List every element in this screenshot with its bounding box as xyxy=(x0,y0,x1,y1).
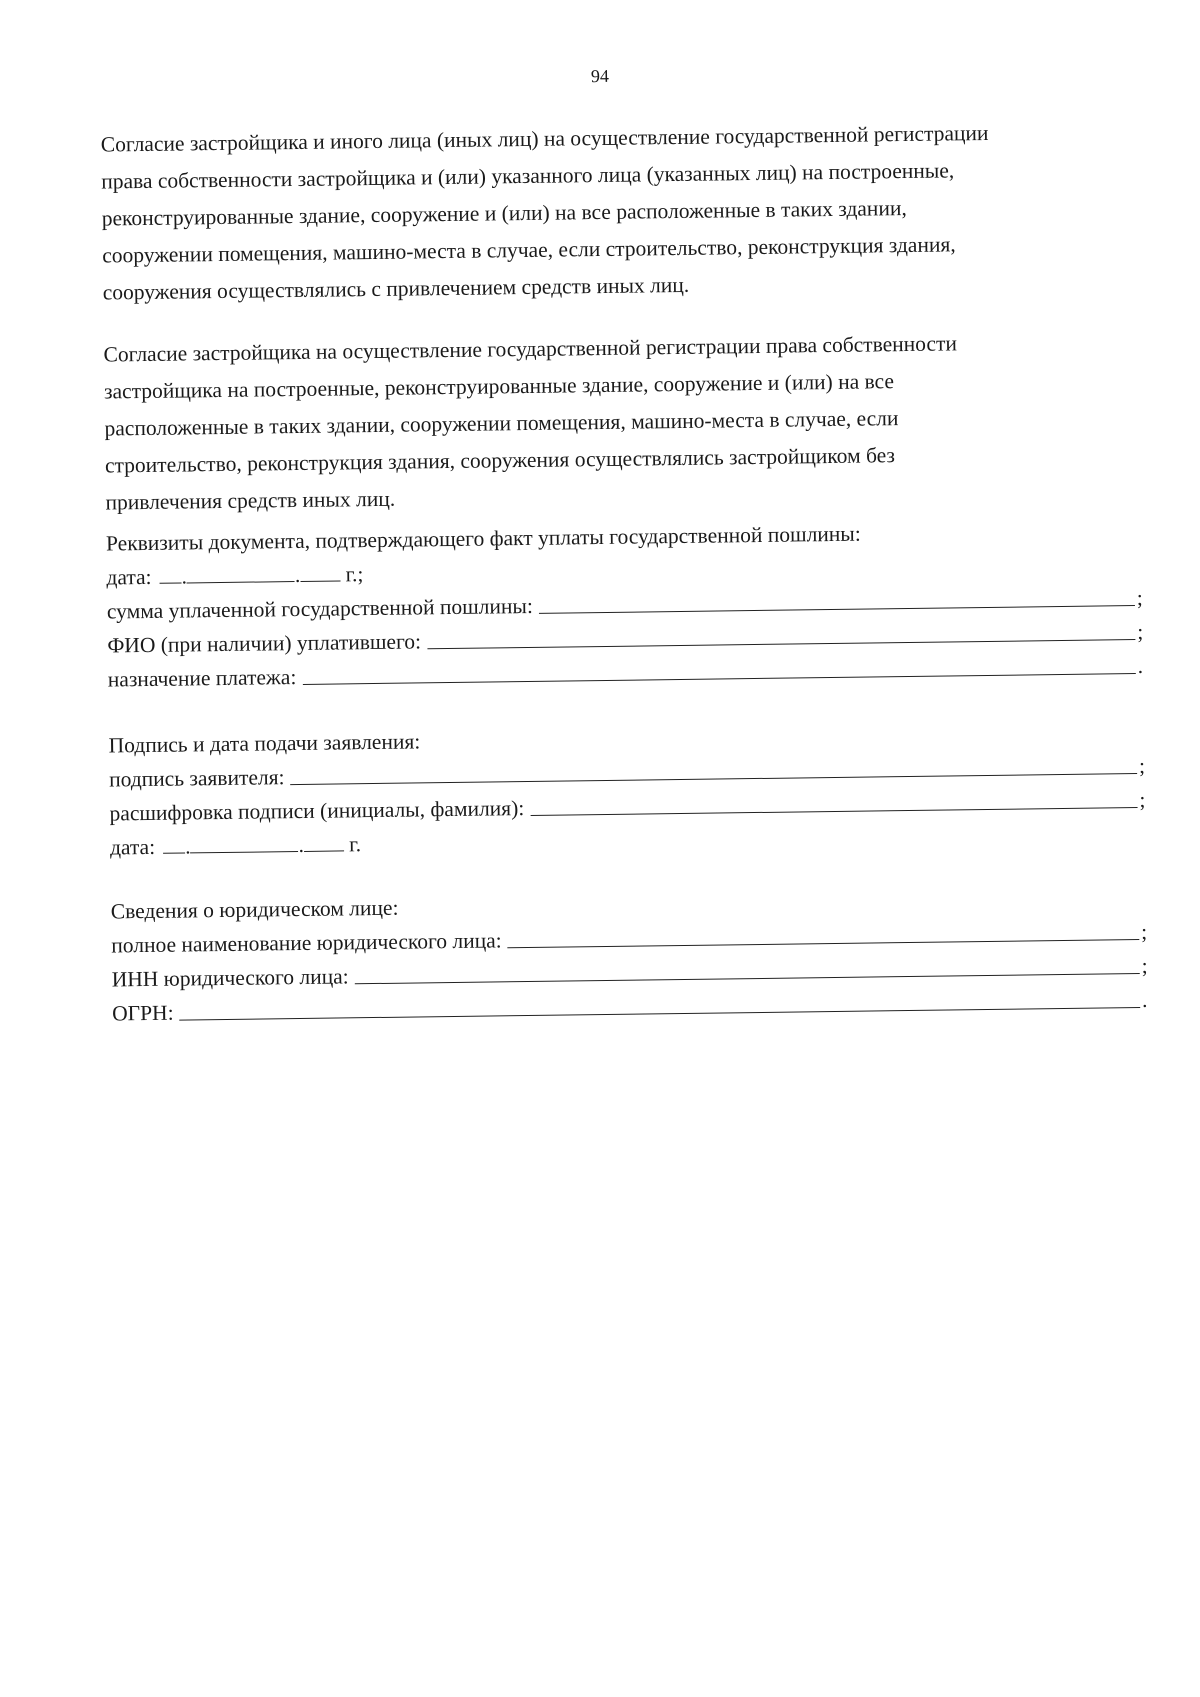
signature-transcript-blank[interactable] xyxy=(530,806,1137,816)
paragraph-line: Согласие застройщика и иного лица (иных лиц) на осуществление государственной регистрации xyxy=(100,120,989,157)
field-label: подпись заявителя: xyxy=(108,765,285,792)
payment-purpose-blank[interactable] xyxy=(302,672,1135,685)
date-suffix: г. xyxy=(349,832,362,857)
year-blank[interactable] xyxy=(300,558,340,582)
section-heading: Реквизиты документа, подтверждающего факт уплаты государственной пошлины: xyxy=(105,521,861,556)
month-blank[interactable] xyxy=(187,559,295,583)
day-blank[interactable] xyxy=(159,561,181,584)
field-end-mark: ; xyxy=(1137,619,1144,645)
field-end-mark: ; xyxy=(1139,787,1146,812)
field-label: назначение платежа: xyxy=(107,665,297,692)
field-end-mark: ; xyxy=(1136,585,1143,611)
paragraph-line: расположенные в таких здании, сооружении помещения, машино-места в случае, если xyxy=(104,406,899,441)
inn-blank[interactable] xyxy=(355,972,1140,984)
field-label: расшифровка подписи (инициалы, фамилия): xyxy=(109,796,525,826)
field-end-mark: ; xyxy=(1138,753,1146,779)
year-blank[interactable] xyxy=(304,828,344,852)
page-number: 94 xyxy=(590,65,610,87)
legal-entity-name-blank[interactable] xyxy=(508,938,1140,948)
paragraph-line: сооружении помещения, машино-места в случае, если строительство, реконструкция здания, xyxy=(102,232,956,268)
field-end-mark: . xyxy=(1141,987,1148,1012)
section-heading: Сведения о юридическом лице: xyxy=(110,895,399,924)
date-separator: . xyxy=(294,562,301,588)
field-end-mark: ; xyxy=(1141,919,1148,944)
section-heading: Подпись и дата подачи заявления: xyxy=(108,729,421,758)
paragraph-line: Согласие застройщика на осуществление государственной регистрации права собственности xyxy=(103,331,958,367)
field-label: дата: xyxy=(109,834,156,860)
date-separator: . xyxy=(184,834,191,859)
paragraph-line: реконструированные здание, сооружение и (или) на все расположенные в таких здании, xyxy=(101,195,907,231)
ogrn-blank[interactable] xyxy=(180,1006,1141,1021)
legal-entity-section xyxy=(111,881,1153,1031)
field-label: ФИО (при наличии) уплатившего: xyxy=(107,629,422,658)
paragraph-line: строительство, реконструкция здания, сооружения осуществлялись застройщиком без xyxy=(104,443,896,478)
field-label: ИНН юридического лица: xyxy=(111,964,349,992)
day-blank[interactable] xyxy=(163,830,185,853)
field-label: ОГРН: xyxy=(112,1000,174,1026)
paragraph-line: сооружения осуществлялись с привлечением средств иных лиц. xyxy=(102,272,690,305)
paragraph-line: привлечения средств иных лиц. xyxy=(105,486,396,515)
field-end-mark: . xyxy=(1137,653,1144,679)
payer-name-blank[interactable] xyxy=(427,638,1135,649)
paragraph-line: права собственности застройщика и (или) указанного лица (указанных лиц) на построенные, xyxy=(101,158,955,194)
field-end-mark: ; xyxy=(1141,953,1148,978)
field-label: полное наименование юридического лица: xyxy=(111,928,502,958)
date-blanks xyxy=(163,827,361,864)
consent-paragraph-developer xyxy=(103,323,1145,522)
consent-paragraph-co-investors xyxy=(101,113,1143,312)
field-label: дата: xyxy=(106,564,152,590)
date-suffix: г.; xyxy=(345,562,364,587)
payment-amount-blank[interactable] xyxy=(539,604,1135,614)
date-blanks xyxy=(159,557,363,594)
paragraph-line: застройщика на построенные, реконструированные здание, сооружение и (или) на все xyxy=(103,369,895,404)
month-blank[interactable] xyxy=(190,829,298,853)
date-separator: . xyxy=(298,832,305,858)
payment-details-section xyxy=(106,513,1148,697)
date-separator: . xyxy=(181,564,188,589)
signature-section xyxy=(108,715,1150,865)
field-label: сумма уплаченной государственной пошлины: xyxy=(106,593,533,624)
applicant-signature-blank[interactable] xyxy=(291,772,1138,785)
